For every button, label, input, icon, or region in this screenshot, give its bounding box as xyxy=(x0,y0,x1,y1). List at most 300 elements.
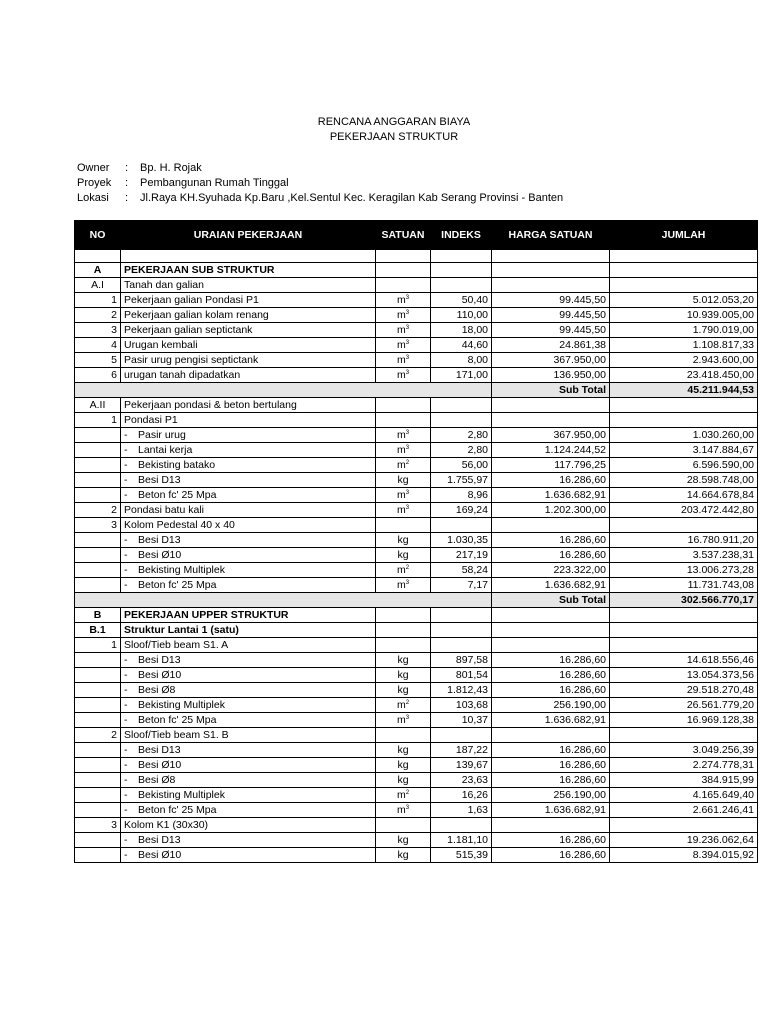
row-unit xyxy=(376,443,431,458)
row-number: B.1 xyxy=(75,623,121,638)
unit-exponent: 3 xyxy=(405,310,410,316)
bullet-dash: - xyxy=(124,834,128,846)
row-unit-price: 16.286,60 xyxy=(492,743,610,758)
row-unit xyxy=(376,623,431,638)
row-unit xyxy=(376,818,431,833)
row-description xyxy=(121,578,376,593)
unit-text: m xyxy=(396,564,406,576)
row-unit-price: 16.286,60 xyxy=(492,683,610,698)
row-number: 2 xyxy=(75,728,121,743)
table-row xyxy=(75,668,758,683)
row-index: 801,54 xyxy=(431,668,492,683)
row-description: PEKERJAAN UPPER STRUKTUR xyxy=(121,608,376,623)
row-description: Urugan kembali xyxy=(121,338,376,353)
row-amount: 19.236.062,64 xyxy=(610,833,758,848)
row-description xyxy=(121,428,376,443)
row-amount xyxy=(610,278,758,293)
row-description: Pekerjaan galian septictank xyxy=(121,323,376,338)
row-number xyxy=(75,698,121,713)
row-number: 1 xyxy=(75,638,121,653)
row-index: 7,17 xyxy=(431,578,492,593)
row-unit xyxy=(376,788,431,803)
unit-text: m xyxy=(396,444,406,456)
row-unit xyxy=(376,338,431,353)
row-description xyxy=(121,743,376,758)
row-description: Pekerjaan pondasi & beton bertulang xyxy=(121,398,376,413)
description-text: Bekisting batako xyxy=(138,459,216,471)
unit-exponent: 3 xyxy=(405,505,410,511)
row-unit xyxy=(376,398,431,413)
row-unit xyxy=(376,653,431,668)
unit-text: m xyxy=(396,324,406,336)
description-text: Bekisting Multiplek xyxy=(138,789,225,801)
empty-cell xyxy=(75,593,492,608)
table-body xyxy=(75,250,758,863)
table-row xyxy=(75,533,758,548)
row-amount xyxy=(610,638,758,653)
row-index: 18,00 xyxy=(431,323,492,338)
unit-text: m xyxy=(396,714,406,726)
row-unit xyxy=(376,743,431,758)
table-row xyxy=(75,473,758,488)
table-row xyxy=(75,338,758,353)
unit-text: m xyxy=(396,429,406,441)
row-amount: 13.006.273,28 xyxy=(610,563,758,578)
empty-cell xyxy=(431,250,492,263)
row-index: 187,22 xyxy=(431,743,492,758)
row-index xyxy=(431,623,492,638)
unit-text: kg xyxy=(397,669,409,681)
row-number xyxy=(75,563,121,578)
row-description: Kolom Pedestal 40 x 40 xyxy=(121,518,376,533)
row-unit xyxy=(376,473,431,488)
row-description xyxy=(121,833,376,848)
row-number xyxy=(75,578,121,593)
bullet-dash: - xyxy=(124,684,128,696)
unit-text: m xyxy=(396,369,406,381)
row-amount: 2.274.778,31 xyxy=(610,758,758,773)
empty-cell xyxy=(492,250,610,263)
row-description xyxy=(121,713,376,728)
table-row xyxy=(75,503,758,518)
info-owner: Owner : Bp. H. Rojak xyxy=(77,162,202,174)
document-title: RENCANA ANGGARAN BIAYA xyxy=(317,116,471,128)
row-unit xyxy=(376,833,431,848)
row-unit-price xyxy=(492,413,610,428)
row-number xyxy=(75,848,121,863)
unit-exponent: 3 xyxy=(405,340,410,346)
row-unit xyxy=(376,503,431,518)
row-amount: 14.618.556,46 xyxy=(610,653,758,668)
row-amount xyxy=(610,818,758,833)
row-unit-price xyxy=(492,518,610,533)
row-unit-price: 99.445,50 xyxy=(492,323,610,338)
row-amount xyxy=(610,398,758,413)
description-text: Besi D13 xyxy=(138,744,181,756)
row-description xyxy=(121,698,376,713)
row-number xyxy=(75,428,121,443)
unit-exponent: 3 xyxy=(405,805,410,811)
table-row xyxy=(75,548,758,563)
row-amount: 29.518.270,48 xyxy=(610,683,758,698)
row-number: 4 xyxy=(75,338,121,353)
unit-text: kg xyxy=(397,744,409,756)
row-unit xyxy=(376,713,431,728)
row-index: 1.755,97 xyxy=(431,473,492,488)
bullet-dash: - xyxy=(124,429,128,441)
row-unit-price: 16.286,60 xyxy=(492,773,610,788)
row-index xyxy=(431,818,492,833)
subtotal-row xyxy=(75,593,758,608)
row-number: 3 xyxy=(75,818,121,833)
header-harga-satuan: HARGA SATUAN xyxy=(492,221,610,250)
row-amount xyxy=(610,263,758,278)
description-text: Besi Ø10 xyxy=(138,549,182,561)
row-amount xyxy=(610,728,758,743)
row-index xyxy=(431,638,492,653)
row-unit xyxy=(376,488,431,503)
row-unit-price: 99.445,50 xyxy=(492,308,610,323)
row-number xyxy=(75,488,121,503)
row-description xyxy=(121,788,376,803)
row-unit xyxy=(376,428,431,443)
row-unit-price: 256.190,00 xyxy=(492,698,610,713)
row-number: 1 xyxy=(75,293,121,308)
row-number: 2 xyxy=(75,308,121,323)
description-text: Besi D13 xyxy=(138,474,181,486)
description-text: Pasir urug xyxy=(138,429,186,441)
row-index: 56,00 xyxy=(431,458,492,473)
row-amount: 5.012.053,20 xyxy=(610,293,758,308)
unit-exponent: 3 xyxy=(405,715,410,721)
row-number xyxy=(75,533,121,548)
row-description xyxy=(121,773,376,788)
row-amount: 3.147.884,67 xyxy=(610,443,758,458)
row-amount: 10.939.005,00 xyxy=(610,308,758,323)
info-proyek: Proyek : Pembangunan Rumah Tinggal xyxy=(77,177,289,189)
row-number xyxy=(75,548,121,563)
row-description xyxy=(121,548,376,563)
description-text: Besi Ø10 xyxy=(138,759,182,771)
bullet-dash: - xyxy=(124,699,128,711)
row-index: 23,63 xyxy=(431,773,492,788)
row-unit xyxy=(376,458,431,473)
row-description xyxy=(121,563,376,578)
row-unit xyxy=(376,278,431,293)
unit-exponent: 3 xyxy=(405,355,410,361)
table-row xyxy=(75,488,758,503)
row-index: 139,67 xyxy=(431,758,492,773)
row-description xyxy=(121,803,376,818)
table-row xyxy=(75,788,758,803)
row-unit xyxy=(376,758,431,773)
row-index: 897,58 xyxy=(431,653,492,668)
table-row xyxy=(75,398,758,413)
row-index: 44,60 xyxy=(431,338,492,353)
row-unit-price: 367.950,00 xyxy=(492,353,610,368)
description-text: Bekisting Multiplek xyxy=(138,699,225,711)
row-unit-price: 16.286,60 xyxy=(492,848,610,863)
empty-cell xyxy=(610,250,758,263)
description-text: Besi Ø8 xyxy=(138,684,176,696)
unit-exponent: 2 xyxy=(405,565,410,571)
row-unit-price: 16.286,60 xyxy=(492,833,610,848)
table-row xyxy=(75,458,758,473)
unit-text: m xyxy=(396,789,406,801)
unit-text: kg xyxy=(397,549,409,561)
row-index: 16,26 xyxy=(431,788,492,803)
document-subtitle: PEKERJAAN STRUKTUR xyxy=(329,131,459,143)
row-number: 5 xyxy=(75,353,121,368)
table-row xyxy=(75,563,758,578)
row-amount: 2.943.600,00 xyxy=(610,353,758,368)
bullet-dash: - xyxy=(124,744,128,756)
unit-exponent: 2 xyxy=(405,790,410,796)
row-number: 1 xyxy=(75,413,121,428)
bullet-dash: - xyxy=(124,789,128,801)
table-row xyxy=(75,818,758,833)
row-unit-price: 136.950,00 xyxy=(492,368,610,383)
info-label: Owner xyxy=(77,162,110,174)
row-unit-price xyxy=(492,278,610,293)
table-row xyxy=(75,803,758,818)
unit-exponent: 2 xyxy=(405,700,410,706)
row-unit xyxy=(376,533,431,548)
table-row xyxy=(75,683,758,698)
row-number: 3 xyxy=(75,518,121,533)
row-unit-price xyxy=(492,263,610,278)
row-unit-price xyxy=(492,728,610,743)
table-row xyxy=(75,653,758,668)
row-amount: 26.561.779,20 xyxy=(610,698,758,713)
row-number xyxy=(75,713,121,728)
subtotal-row xyxy=(75,383,758,398)
table-row xyxy=(75,773,758,788)
row-description: Sloof/Tieb beam S1. A xyxy=(121,638,376,653)
row-number xyxy=(75,668,121,683)
row-number xyxy=(75,653,121,668)
row-number xyxy=(75,443,121,458)
description-text: Lantai kerja xyxy=(138,444,193,456)
row-unit-price: 16.286,60 xyxy=(492,533,610,548)
row-amount: 14.664.678,84 xyxy=(610,488,758,503)
row-number: A.II xyxy=(75,398,121,413)
row-index xyxy=(431,518,492,533)
row-index: 8,96 xyxy=(431,488,492,503)
unit-text: m xyxy=(396,309,406,321)
row-number xyxy=(75,788,121,803)
info-value: Jl.Raya KH.Syuhada Kp.Baru ,Kel.Sentul Kec. Keragilan Kab Serang Provinsi - Banten xyxy=(140,192,564,204)
info-value: Bp. H. Rojak xyxy=(140,162,202,174)
row-index: 171,00 xyxy=(431,368,492,383)
header-jumlah: JUMLAH xyxy=(610,221,758,250)
row-unit xyxy=(376,308,431,323)
row-unit-price: 1.636.682,91 xyxy=(492,803,610,818)
table-row xyxy=(75,443,758,458)
row-amount xyxy=(610,413,758,428)
unit-exponent: 3 xyxy=(405,295,410,301)
row-index: 58,24 xyxy=(431,563,492,578)
row-description: Tanah dan galian xyxy=(121,278,376,293)
description-text: Beton fc' 25 Mpa xyxy=(138,489,217,501)
description-text: Besi Ø10 xyxy=(138,849,182,861)
row-description xyxy=(121,668,376,683)
description-text: Besi Ø8 xyxy=(138,774,176,786)
table-row xyxy=(75,743,758,758)
unit-exponent: 3 xyxy=(405,325,410,331)
table-row xyxy=(75,638,758,653)
project-info xyxy=(77,161,563,206)
table-row xyxy=(75,758,758,773)
table-header xyxy=(75,221,758,250)
unit-text: kg xyxy=(397,684,409,696)
row-index: 217,19 xyxy=(431,548,492,563)
row-index xyxy=(431,608,492,623)
row-unit-price: 16.286,60 xyxy=(492,668,610,683)
table-row xyxy=(75,698,758,713)
table-row xyxy=(75,578,758,593)
row-index: 110,00 xyxy=(431,308,492,323)
row-amount xyxy=(610,518,758,533)
row-unit-price: 16.286,60 xyxy=(492,758,610,773)
unit-text: m xyxy=(396,339,406,351)
row-amount: 28.598.748,00 xyxy=(610,473,758,488)
table-row xyxy=(75,428,758,443)
table-row xyxy=(75,713,758,728)
row-unit xyxy=(376,368,431,383)
row-description: Pondasi batu kali xyxy=(121,503,376,518)
bullet-dash: - xyxy=(124,474,128,486)
unit-exponent: 3 xyxy=(405,370,410,376)
row-description xyxy=(121,473,376,488)
row-unit-price xyxy=(492,638,610,653)
row-amount: 2.661.246,41 xyxy=(610,803,758,818)
header-indeks: INDEKS xyxy=(431,221,492,250)
row-unit xyxy=(376,323,431,338)
description-text: Besi Ø10 xyxy=(138,669,182,681)
table-row xyxy=(75,728,758,743)
row-index: 2,80 xyxy=(431,428,492,443)
unit-text: m xyxy=(396,354,406,366)
row-unit-price: 367.950,00 xyxy=(492,428,610,443)
row-unit xyxy=(376,668,431,683)
bullet-dash: - xyxy=(124,774,128,786)
row-description: Pekerjaan galian kolam renang xyxy=(121,308,376,323)
description-text: Besi D13 xyxy=(138,834,181,846)
row-unit xyxy=(376,683,431,698)
subtotal-label: Sub Total xyxy=(492,593,610,608)
row-index: 50,40 xyxy=(431,293,492,308)
row-description xyxy=(121,653,376,668)
row-unit xyxy=(376,803,431,818)
row-number xyxy=(75,473,121,488)
row-number: 2 xyxy=(75,503,121,518)
row-unit-price: 1.636.682,91 xyxy=(492,488,610,503)
bullet-dash: - xyxy=(124,459,128,471)
row-amount: 13.054.373,56 xyxy=(610,668,758,683)
row-unit xyxy=(376,608,431,623)
row-unit xyxy=(376,698,431,713)
row-amount xyxy=(610,623,758,638)
unit-exponent: 3 xyxy=(405,430,410,436)
table-row xyxy=(75,608,758,623)
info-lokasi: Lokasi : Jl.Raya KH.Syuhada Kp.Baru ,Kel.Sentul Kec. Keragilan Kab Serang Provinsi - Banten xyxy=(77,192,564,204)
unit-text: m xyxy=(396,699,406,711)
row-index xyxy=(431,728,492,743)
row-description: Pasir urug pengisi septictank xyxy=(121,353,376,368)
row-unit xyxy=(376,578,431,593)
row-index: 169,24 xyxy=(431,503,492,518)
row-unit xyxy=(376,548,431,563)
row-amount: 23.418.450,00 xyxy=(610,368,758,383)
unit-text: kg xyxy=(397,849,409,861)
row-index: 10,37 xyxy=(431,713,492,728)
budget-table xyxy=(74,220,758,863)
row-number xyxy=(75,773,121,788)
bullet-dash: - xyxy=(124,654,128,666)
description-text: Beton fc' 25 Mpa xyxy=(138,579,217,591)
row-description: Pekerjaan galian Pondasi P1 xyxy=(121,293,376,308)
description-text: Bekisting Multiplek xyxy=(138,564,225,576)
bullet-dash: - xyxy=(124,759,128,771)
row-number: A xyxy=(75,263,121,278)
row-unit xyxy=(376,518,431,533)
row-unit xyxy=(376,773,431,788)
table-row xyxy=(75,293,758,308)
bullet-dash: - xyxy=(124,849,128,861)
row-amount: 16.780.911,20 xyxy=(610,533,758,548)
row-unit xyxy=(376,563,431,578)
row-description: Pondasi P1 xyxy=(121,413,376,428)
row-unit-price: 117.796,25 xyxy=(492,458,610,473)
table-row xyxy=(75,833,758,848)
unit-text: m xyxy=(396,294,406,306)
bullet-dash: - xyxy=(124,579,128,591)
table-row xyxy=(75,263,758,278)
description-text: Besi D13 xyxy=(138,654,181,666)
row-unit-price: 1.636.682,91 xyxy=(492,578,610,593)
row-number: B xyxy=(75,608,121,623)
empty-cell xyxy=(75,250,121,263)
row-description: urugan tanah dipadatkan xyxy=(121,368,376,383)
row-index: 1.812,43 xyxy=(431,683,492,698)
row-amount: 11.731.743,08 xyxy=(610,578,758,593)
row-unit-price xyxy=(492,623,610,638)
row-number xyxy=(75,683,121,698)
table-row xyxy=(75,250,758,263)
row-amount: 3.537.238,31 xyxy=(610,548,758,563)
table-row xyxy=(75,848,758,863)
row-index: 1.030,35 xyxy=(431,533,492,548)
row-unit-price xyxy=(492,608,610,623)
row-unit xyxy=(376,848,431,863)
row-description: Sloof/Tieb beam S1. B xyxy=(121,728,376,743)
header-uraian: URAIAN PEKERJAAN xyxy=(121,221,376,250)
row-description: PEKERJAAN SUB STRUKTUR xyxy=(121,263,376,278)
unit-text: kg xyxy=(397,759,409,771)
row-amount: 3.049.256,39 xyxy=(610,743,758,758)
row-unit-price: 223.322,00 xyxy=(492,563,610,578)
row-index xyxy=(431,398,492,413)
row-unit-price: 16.286,60 xyxy=(492,653,610,668)
row-amount: 1.790.019,00 xyxy=(610,323,758,338)
bullet-dash: - xyxy=(124,489,128,501)
row-number xyxy=(75,743,121,758)
header-no: NO xyxy=(75,221,121,250)
subtotal-label: Sub Total xyxy=(492,383,610,398)
row-number xyxy=(75,758,121,773)
info-label: Proyek xyxy=(77,177,112,189)
